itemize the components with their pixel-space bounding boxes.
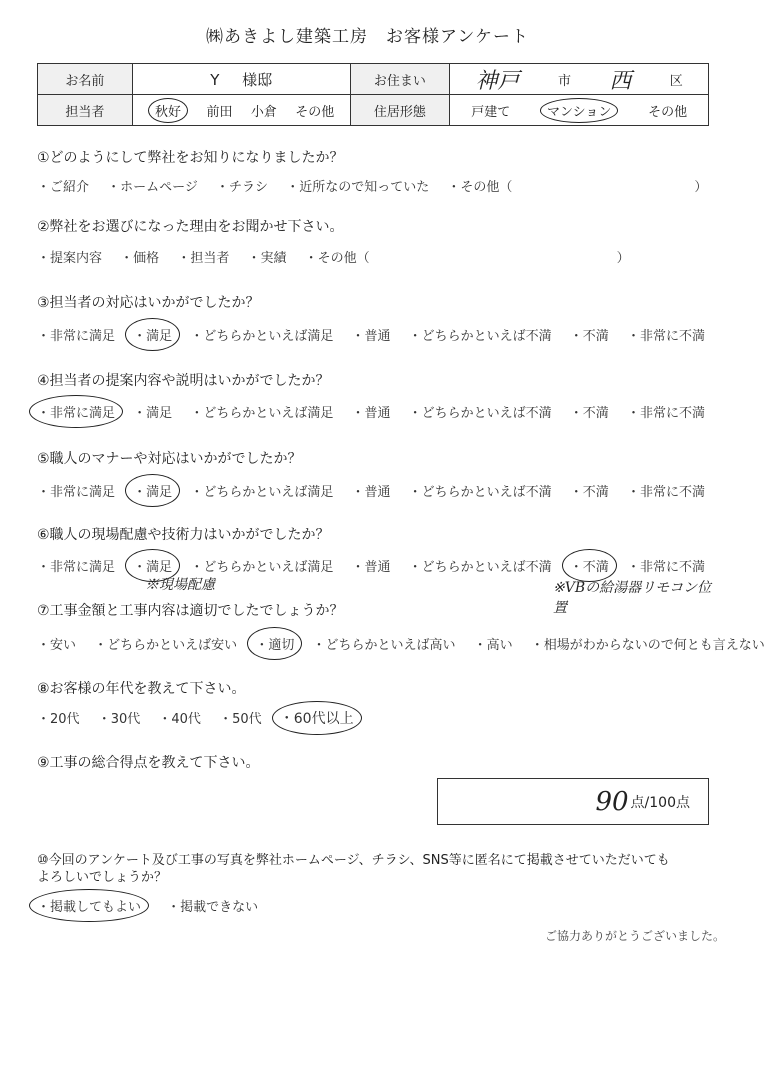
q5-option[interactable]: ・普通	[351, 485, 391, 500]
score-value: 90	[595, 786, 629, 817]
q1-option[interactable]: ・チラシ	[216, 180, 269, 195]
q1-option[interactable]: ・ホームページ	[107, 180, 198, 195]
question-10-line2: よろしいでしょうか？	[37, 870, 168, 885]
q1-option[interactable]: ・近所なので知っていた	[286, 180, 430, 195]
name-suffix: 様邸	[242, 70, 273, 89]
housing-label: 住居形態	[350, 95, 450, 126]
q6-option[interactable]: ・どちらかといえば満足	[190, 560, 334, 575]
q3-option[interactable]: ・普通	[351, 329, 391, 344]
q5-option[interactable]: ・不満	[569, 485, 609, 500]
q6-option-selected[interactable]: ・不満	[570, 556, 609, 575]
q2-option[interactable]: ・担当者	[177, 251, 230, 266]
q10-option[interactable]: ・掲載できない	[167, 900, 259, 915]
q5-option[interactable]: ・どちらかといえば満足	[190, 485, 334, 500]
q6-option[interactable]: ・非常に満足	[37, 560, 116, 575]
ward-suffix: 区	[669, 73, 683, 89]
staff-label: 担当者	[38, 95, 133, 126]
q3-option[interactable]: ・どちらかといえば満足	[190, 329, 334, 344]
staff-option[interactable]: その他	[295, 104, 335, 120]
q2-option[interactable]: ・提案内容	[37, 251, 103, 266]
city-suffix: 市	[557, 73, 571, 89]
q10-options	[37, 896, 272, 915]
q4-option[interactable]: ・非常に不満	[626, 406, 705, 421]
q4-option-selected[interactable]: ・非常に満足	[37, 402, 115, 421]
q3-options	[37, 325, 719, 344]
q5-option[interactable]: ・非常に満足	[37, 485, 116, 500]
q1-option[interactable]: ・その他（ ）	[447, 180, 708, 195]
question-2: ②弊社をお選びになった理由をお聞かせ下さい。	[37, 219, 344, 235]
q3-option[interactable]: ・不満	[569, 329, 609, 344]
address-label: お住まい	[350, 64, 450, 95]
q5-option[interactable]: ・どちらかといえば不満	[408, 485, 552, 500]
address-field[interactable]	[450, 64, 709, 95]
question-1: ①どのようにして弊社をお知りになりましたか？	[37, 150, 344, 166]
q4-option[interactable]: ・満足	[133, 406, 173, 421]
q4-options	[37, 402, 719, 421]
question-8: ⑧お客様の年代を教えて下さい。	[37, 681, 246, 697]
city-handwritten: 神戸	[475, 68, 520, 94]
q7-option[interactable]: ・どちらかといえば安い	[94, 638, 238, 653]
q7-option[interactable]: ・高い	[473, 638, 513, 653]
question-7: ⑦工事金額と工事内容は適切でしたでしょうか？	[37, 603, 344, 619]
q7-option-selected[interactable]: ・適切	[255, 634, 294, 653]
q5-option[interactable]: ・非常に不満	[626, 485, 705, 500]
question-10-line1: ⑩今回のアンケート及び工事の写真を弊社ホームページ、チラシ、SNS等に匿名にて掲載させていただいても	[37, 853, 670, 868]
q5-options	[37, 481, 719, 500]
q3-option[interactable]: ・非常に不満	[626, 329, 705, 344]
q6-handwritten-note: ※現場配慮	[145, 577, 215, 593]
q6-handwritten-note: ※VBの給湯器リモコン位置	[553, 580, 712, 616]
q2-option[interactable]: ・実績	[247, 251, 287, 266]
question-6: ⑥職人の現場配慮や技術力はいかがでしたか？	[37, 527, 330, 543]
q6-option-selected[interactable]: ・満足	[133, 556, 172, 575]
housing-option[interactable]: マンション	[540, 98, 618, 123]
housing-option[interactable]: 戸建て	[471, 104, 511, 120]
q8-option[interactable]: ・30代	[97, 712, 141, 727]
q8-options	[37, 708, 368, 728]
q8-option-selected[interactable]: ・60代以上	[280, 708, 354, 728]
q7-options	[37, 634, 779, 653]
name-value: Y	[210, 70, 220, 89]
question-4: ④担当者の提案内容や説明はいかがでしたか？	[37, 373, 330, 389]
q10-option-selected[interactable]: ・掲載してもよい	[37, 896, 141, 915]
q4-option[interactable]: ・どちらかといえば不満	[408, 406, 552, 421]
q2-options	[37, 247, 644, 266]
q3-option[interactable]: ・非常に満足	[37, 329, 116, 344]
q4-option[interactable]: ・不満	[569, 406, 609, 421]
question-3: ③担当者の対応はいかがでしたか？	[37, 295, 260, 311]
q3-option[interactable]: ・どちらかといえば不満	[408, 329, 552, 344]
q6-option[interactable]: ・どちらかといえば不満	[408, 560, 552, 575]
name-label: お名前	[38, 64, 133, 95]
name-field[interactable]	[132, 64, 350, 95]
staff-option[interactable]: 前田	[206, 104, 233, 120]
q3-option-selected[interactable]: ・満足	[133, 325, 172, 344]
q8-option[interactable]: ・20代	[37, 712, 80, 727]
q4-option[interactable]: ・どちらかといえば満足	[190, 406, 334, 421]
score-suffix: 点/100点	[630, 794, 690, 811]
q2-option[interactable]: ・価格	[120, 251, 160, 266]
q6-options	[37, 556, 719, 575]
survey-title: ㈱あきよし建築工房 お客様アンケート	[206, 27, 529, 47]
q7-option[interactable]: ・相場がわからないので何とも言えない	[530, 638, 765, 653]
q7-option[interactable]: ・安い	[37, 638, 77, 653]
q6-option[interactable]: ・普通	[351, 560, 391, 575]
score-box[interactable]	[437, 778, 709, 825]
staff-option[interactable]: 秋好	[148, 98, 188, 123]
q5-option-selected[interactable]: ・満足	[133, 481, 172, 500]
info-table	[37, 63, 709, 126]
question-9: ⑨工事の総合得点を教えて下さい。	[37, 755, 260, 771]
q8-option[interactable]: ・50代	[219, 712, 262, 727]
ward-handwritten: 西	[609, 68, 632, 94]
q1-options	[37, 176, 721, 195]
q6-option[interactable]: ・非常に不満	[626, 560, 705, 575]
housing-options	[450, 95, 709, 126]
q2-option[interactable]: ・その他（ ）	[304, 251, 630, 266]
q4-option[interactable]: ・普通	[351, 406, 391, 421]
staff-options	[132, 95, 350, 126]
thanks-message: ご協力ありがとうございました。	[545, 929, 726, 943]
q1-option[interactable]: ・ご紹介	[37, 180, 90, 195]
question-5: ⑤職人のマナーや対応はいかがでしたか？	[37, 451, 302, 467]
q7-option[interactable]: ・どちらかといえば高い	[312, 638, 456, 653]
q8-option[interactable]: ・40代	[158, 712, 201, 727]
staff-option[interactable]: 小倉	[250, 104, 277, 120]
housing-option[interactable]: その他	[648, 104, 688, 120]
